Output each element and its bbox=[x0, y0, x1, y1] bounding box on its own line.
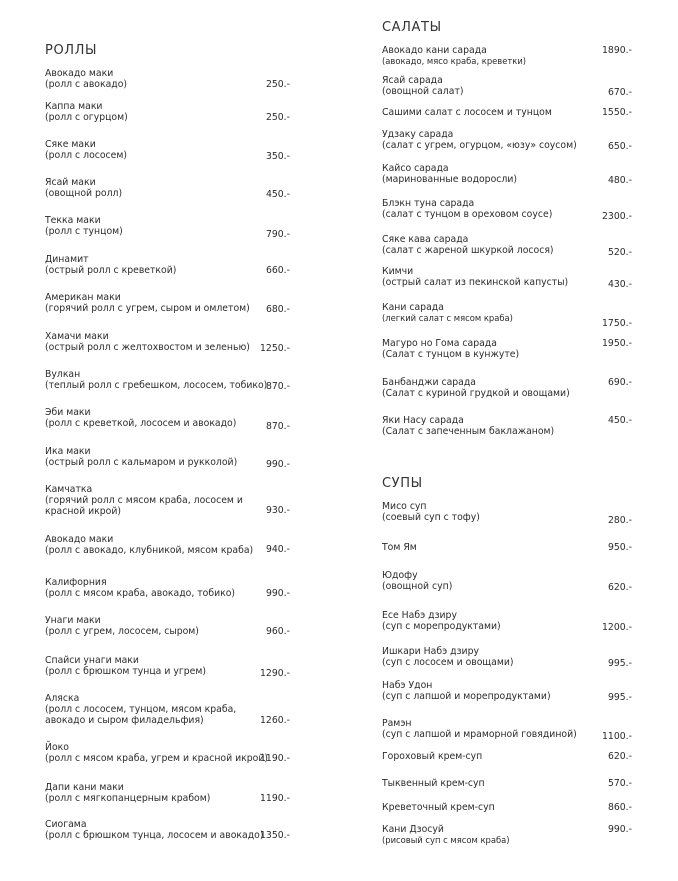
item-name: Текка маки bbox=[45, 215, 101, 226]
item-name: Ика маки bbox=[45, 446, 91, 457]
menu-item bbox=[382, 751, 632, 762]
menu-item bbox=[45, 407, 290, 429]
item-price: 990.- bbox=[607, 824, 632, 835]
item-name: Блэкн туна сарада bbox=[382, 198, 475, 209]
item-price: 680.- bbox=[265, 304, 290, 315]
item-desc: (суп с лапшой и мраморной говядиной) bbox=[382, 729, 577, 741]
item-name: Яки Насу сарада bbox=[382, 415, 464, 426]
item-desc: (ролл с мясом краба, угрем и красной икрой) bbox=[45, 753, 269, 765]
menu-item bbox=[382, 542, 632, 553]
item-price: 1200.- bbox=[602, 622, 632, 633]
item-name: Набэ Удон bbox=[382, 680, 433, 691]
item-name: Сиогама bbox=[45, 819, 87, 830]
item-desc: (ролл с огурцом) bbox=[45, 112, 128, 124]
item-price: 1190.- bbox=[260, 793, 290, 804]
menu-item bbox=[45, 534, 290, 556]
menu-item bbox=[45, 68, 290, 90]
salads-title: САЛАТЫ bbox=[382, 20, 442, 35]
item-price: 660.- bbox=[265, 265, 290, 276]
item-name: Сяке маки bbox=[45, 139, 96, 150]
menu-item bbox=[45, 139, 290, 161]
menu-item bbox=[45, 292, 290, 314]
item-price: 520.- bbox=[607, 247, 632, 258]
item-price: 960.- bbox=[265, 626, 290, 637]
item-price: 670.- bbox=[607, 87, 632, 98]
item-price: 1890.- bbox=[602, 45, 632, 56]
item-desc: (острый ролл с креветкой) bbox=[45, 265, 177, 277]
menu-item bbox=[382, 107, 632, 118]
menu-item bbox=[382, 302, 632, 324]
menu-item bbox=[45, 215, 290, 237]
item-desc: (соевый суп с тофу) bbox=[382, 512, 480, 524]
item-price: 930.- bbox=[265, 505, 290, 516]
menu-item bbox=[382, 266, 632, 288]
item-name: Вулкан bbox=[45, 369, 81, 380]
menu-item bbox=[382, 646, 632, 668]
menu-item bbox=[45, 446, 290, 468]
item-name: Авокадо маки bbox=[45, 68, 114, 79]
menu-item bbox=[382, 129, 632, 151]
item-name: Дапи кани маки bbox=[45, 782, 124, 793]
item-name: Магуро но Гома сарада bbox=[382, 338, 497, 349]
item-price: 1250.- bbox=[260, 343, 290, 354]
item-price: 995.- bbox=[607, 658, 632, 669]
item-desc: (овощной салат) bbox=[382, 86, 464, 98]
item-desc: (ролл с авокадо, клубникой, мясом краба) bbox=[45, 545, 254, 557]
item-name: Ясай сарада bbox=[382, 75, 443, 86]
item-name: Кани сарада bbox=[382, 302, 444, 313]
item-name: Рамэн bbox=[382, 718, 412, 729]
item-name: Есе Набэ дзиру bbox=[382, 610, 457, 621]
item-price: 620.- bbox=[607, 751, 632, 762]
menu-item bbox=[45, 331, 290, 353]
item-desc: (суп с морепродуктами) bbox=[382, 621, 501, 633]
item-desc: (авокадо, мясо краба, креветки) bbox=[382, 56, 527, 67]
item-price: 650.- bbox=[607, 141, 632, 152]
item-name: Том Ям bbox=[382, 542, 417, 553]
item-desc: (горячий ролл с угрем, сыром и омлетом) bbox=[45, 303, 250, 315]
item-price: 1260.- bbox=[260, 715, 290, 726]
menu-item bbox=[45, 369, 290, 391]
item-desc: (маринованные водоросли) bbox=[382, 174, 517, 186]
item-price: 860.- bbox=[607, 802, 632, 813]
item-price: 1750.- bbox=[602, 318, 632, 329]
menu-item bbox=[45, 177, 290, 199]
menu-item bbox=[382, 234, 632, 256]
item-name: Кимчи bbox=[382, 266, 414, 277]
item-name: Креветочный крем-суп bbox=[382, 802, 495, 813]
item-desc: (ролл с лососем, тунцом, мясом краба, bbox=[45, 704, 237, 716]
item-name: Калифорния bbox=[45, 577, 107, 588]
item-name: Американ маки bbox=[45, 292, 121, 303]
item-desc-continued: красной икрой) bbox=[45, 506, 122, 518]
item-price: 1290.- bbox=[260, 668, 290, 679]
menu-item bbox=[45, 254, 290, 276]
menu-item bbox=[382, 680, 632, 702]
menu-item bbox=[382, 718, 632, 740]
item-desc: (острый салат из пекинской капусты) bbox=[382, 277, 569, 289]
menu-item bbox=[382, 802, 632, 813]
item-name: Аляска bbox=[45, 693, 80, 704]
item-name: Йоко bbox=[45, 742, 69, 753]
item-price: 790.- bbox=[265, 229, 290, 240]
item-desc: (ролл с мягкопанцерным крабом) bbox=[45, 793, 211, 805]
item-price: 1100.- bbox=[602, 731, 632, 742]
menu-item bbox=[382, 778, 632, 789]
item-desc: (ролл с мясом краба, авокадо, тобико) bbox=[45, 588, 236, 600]
menu-item bbox=[45, 615, 290, 637]
item-price: 950.- bbox=[607, 542, 632, 553]
menu-item bbox=[45, 655, 290, 677]
item-price: 250.- bbox=[265, 79, 290, 90]
menu-item bbox=[45, 693, 290, 727]
item-price: 870.- bbox=[265, 421, 290, 432]
item-desc: (Салат с куриной грудкой и овощами) bbox=[382, 388, 570, 400]
item-name: Авокадо маки bbox=[45, 534, 114, 545]
item-desc: (рисовый суп с мясом краба) bbox=[382, 835, 510, 846]
item-desc: (суп с лапшой и морепродуктами) bbox=[382, 691, 551, 703]
rolls-title: РОЛЛЫ bbox=[45, 43, 98, 58]
item-desc: (Салат с тунцом в кунжуте) bbox=[382, 349, 520, 361]
item-price: 2300.- bbox=[602, 211, 632, 222]
item-price: 995.- bbox=[607, 692, 632, 703]
menu-item bbox=[45, 577, 290, 599]
item-desc: (салат с жареной шкуркой лосося) bbox=[382, 245, 554, 257]
item-desc: (горячий ролл с мясом краба, лососем и bbox=[45, 495, 243, 507]
menu-item bbox=[382, 610, 632, 632]
item-desc: (ролл с брюшком тунца и угрем) bbox=[45, 666, 206, 678]
item-price: 690.- bbox=[607, 377, 632, 388]
menu-item bbox=[45, 101, 290, 123]
item-desc: (ролл с креветкой, лососем и авокадо) bbox=[45, 418, 237, 430]
item-price: 480.- bbox=[607, 175, 632, 186]
item-name: Ишкари Набэ дзиру bbox=[382, 646, 479, 657]
menu-item bbox=[382, 415, 632, 437]
menu-item bbox=[382, 198, 632, 220]
item-name: Сашими салат с лососем и тунцом bbox=[382, 107, 552, 118]
menu-item bbox=[382, 570, 632, 592]
item-price: 1550.- bbox=[602, 107, 632, 118]
item-desc: (овощной ролл) bbox=[45, 188, 123, 200]
menu-item bbox=[382, 75, 632, 97]
item-desc: (овощной суп) bbox=[382, 581, 453, 593]
item-price: 940.- bbox=[265, 544, 290, 555]
item-name: Банбанджи сарада bbox=[382, 377, 476, 388]
menu-item bbox=[382, 824, 632, 846]
item-name: Тыквенный крем-суп bbox=[382, 778, 485, 789]
item-desc: (острый ролл с желтохвостом и зеленью) bbox=[45, 342, 250, 354]
item-name: Хамачи маки bbox=[45, 331, 109, 342]
item-name: Авокадо кани сарада bbox=[382, 45, 487, 56]
item-price: 870.- bbox=[265, 381, 290, 392]
item-desc: (легкий салат с мясом краба) bbox=[382, 313, 513, 324]
item-name: Камчатка bbox=[45, 484, 93, 495]
menu-item bbox=[45, 782, 290, 804]
item-name: Кани Дзосуй bbox=[382, 824, 444, 835]
item-name: Унаги маки bbox=[45, 615, 101, 626]
item-name: Гороховый крем-суп bbox=[382, 751, 483, 762]
item-price: 450.- bbox=[265, 189, 290, 200]
item-name: Сяке кава сарада bbox=[382, 234, 469, 245]
menu-item bbox=[45, 819, 290, 841]
item-name: Динамит bbox=[45, 254, 89, 265]
item-price: 350.- bbox=[265, 151, 290, 162]
menu-item bbox=[382, 501, 632, 523]
menu-item bbox=[382, 163, 632, 185]
item-name: Спайси унаги маки bbox=[45, 655, 139, 666]
item-name: Юдофу bbox=[382, 570, 418, 581]
item-desc: (Салат с запеченным баклажаном) bbox=[382, 426, 555, 438]
item-price: 1350.- bbox=[260, 830, 290, 841]
item-price: 450.- bbox=[607, 415, 632, 426]
item-price: 1190.- bbox=[260, 753, 290, 764]
item-desc: (острый ролл с кальмаром и рукколой) bbox=[45, 457, 238, 469]
item-price: 1950.- bbox=[602, 338, 632, 349]
item-desc: (ролл с тунцом) bbox=[45, 226, 123, 238]
item-price: 570.- bbox=[607, 778, 632, 789]
item-desc-continued: авокадо и сыром филадельфия) bbox=[45, 715, 204, 727]
item-price: 620.- bbox=[607, 582, 632, 593]
item-price: 280.- bbox=[607, 515, 632, 526]
menu-item bbox=[45, 484, 290, 518]
item-price: 250.- bbox=[265, 112, 290, 123]
item-name: Каппа маки bbox=[45, 101, 103, 112]
menu-item bbox=[382, 377, 632, 399]
item-name: Ясай маки bbox=[45, 177, 96, 188]
item-name: Эби маки bbox=[45, 407, 91, 418]
item-name: Кайсо сарада bbox=[382, 163, 449, 174]
item-price: 990.- bbox=[265, 459, 290, 470]
item-desc: (суп с лососем и овощами) bbox=[382, 657, 514, 669]
item-desc: (ролл с авокадо) bbox=[45, 79, 128, 91]
menu-item bbox=[382, 45, 632, 67]
item-desc: (салат с тунцом в ореховом соусе) bbox=[382, 209, 553, 221]
item-desc: (ролл с лососем) bbox=[45, 150, 128, 162]
item-desc: (салат с угрем, огурцом, «юзу» соусом) bbox=[382, 140, 577, 152]
soups-title: СУПЫ bbox=[382, 476, 423, 491]
item-name: Мисо суп bbox=[382, 501, 427, 512]
item-desc: (ролл с брюшком тунца, лососем и авокадо) bbox=[45, 830, 264, 842]
menu-item bbox=[382, 338, 632, 360]
item-price: 430.- bbox=[607, 279, 632, 290]
item-desc: (теплый ролл с гребешком, лососем, тобико) bbox=[45, 380, 268, 392]
item-price: 990.- bbox=[265, 588, 290, 599]
item-name: Удзаку сарада bbox=[382, 129, 454, 140]
item-desc: (ролл с угрем, лососем, сыром) bbox=[45, 626, 199, 638]
menu-item bbox=[45, 742, 290, 764]
